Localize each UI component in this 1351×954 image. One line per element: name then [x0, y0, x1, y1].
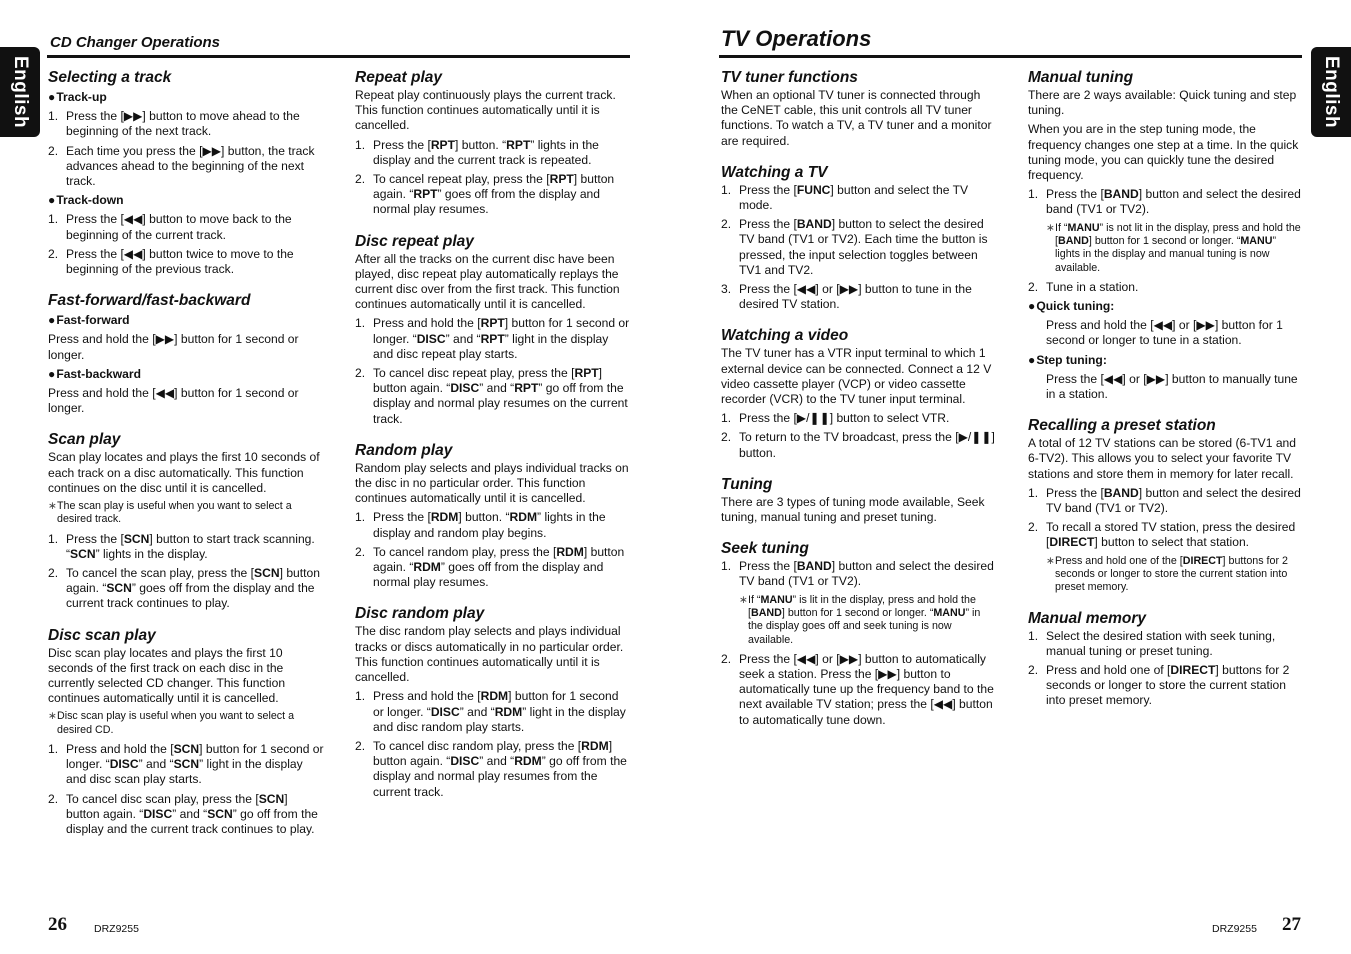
list-text: Press the [BAND] button and select the desired TV band (TV1 or TV2). [1046, 485, 1301, 516]
list-item [48, 109, 324, 139]
list-text: To recall a stored TV station, press the desired [DIRECT] button to select that station. [1046, 520, 1296, 550]
list-text: Press and hold the [RPT] button for 1 second or longer. “DISC” and “RPT” light in the display and disc repeat play starts. [373, 316, 630, 361]
section [48, 430, 324, 611]
list-item [355, 366, 631, 427]
list-item [355, 172, 631, 218]
section-title: Fast-forward/fast-backward [48, 292, 251, 310]
list-item [355, 739, 631, 800]
paragraph: Press the [◀◀] or [▶▶] button to manually tune in a station. [1046, 371, 1298, 402]
section [721, 68, 997, 149]
list-item [721, 217, 997, 278]
language-tab-label: English [10, 55, 31, 129]
section-title: Disc scan play [48, 626, 156, 644]
list-item [48, 792, 324, 838]
paragraph: Repeat play continuously plays the current track. This function continues automatically until it is cancelled. [355, 88, 616, 133]
section [721, 475, 997, 525]
list-text: To cancel repeat play, press the [RPT] button again. “RPT” goes off from the display and normal play resumes. [373, 172, 615, 217]
section-title: Disc random play [355, 605, 485, 623]
list-text: Press the [▶/❚❚] button to select VTR. [739, 411, 950, 426]
list-number: 2. [48, 791, 59, 806]
list-text: Press the [BAND] button to select the desired TV band (TV1 or TV2). Each time the button is pressed, the input selection toggles between TV1 and TV2. [739, 217, 988, 277]
section-title: Disc repeat play [355, 232, 474, 250]
list-text: Press and hold the [RDM] button for 1 second or longer. “DISC” and “RDM” light in the display and disc random play starts. [373, 689, 626, 734]
note-text: The scan play is useful when you want to select a desired track. [57, 500, 292, 526]
note-marker: ∗ [1046, 554, 1055, 567]
note-marker: ∗ [48, 500, 57, 513]
list-text: Press the [BAND] button and select the desired TV band (TV1 or TV2). [739, 559, 994, 589]
right-column-1 [721, 68, 997, 742]
list-number: 2. [48, 566, 59, 581]
left-column-1 [48, 68, 324, 851]
page-header-left: CD Changer Operations [50, 34, 221, 51]
note-text: Disc scan play is useful when you want to select a desired CD. [57, 710, 295, 736]
list-text: Press the [▶▶] button to move ahead to the beginning of the next track. [66, 109, 300, 139]
language-tab-label: English [1321, 55, 1342, 129]
list-text: To return to the TV broadcast, press the [▶/❚❚] button. [739, 430, 995, 460]
note [721, 594, 997, 647]
section-title: Recalling a preset station [1028, 417, 1216, 435]
paragraph: The disc random play selects and plays individual tracks or discs automatically in no particular order. This function continues automatically until it is cancelled. [355, 624, 624, 685]
list-item [48, 566, 324, 612]
section [48, 626, 324, 838]
list-number: 1. [721, 411, 732, 426]
list-text: Each time you press the [▶▶] button, the track advances ahead to the beginning of the next track. [66, 143, 315, 189]
list-number: 2. [721, 217, 732, 232]
list-item [1028, 280, 1303, 295]
page-number-left: 26 [48, 914, 67, 935]
list-number: 2. [48, 143, 59, 158]
section-title: Scan play [48, 431, 121, 449]
list-number: 1. [721, 559, 732, 574]
list-item [1028, 520, 1303, 550]
paragraph: After all the tracks on the current disc have been played, disc repeat play automatically replays the current disc over from the first track. This function continues automatically until it is cancelled. [355, 251, 620, 312]
note-text: If “MANU” is lit in the display, press and hold the [BAND] button for 1 second or longer. “MANU” in the display goes off and seek tuning is now available. [748, 593, 981, 646]
note-marker: ∗ [48, 710, 57, 723]
note-text: If “MANU” is not lit in the display, press and hold the [BAND] button for 1 second or longer. “MANU” lights in the display and manual tuning is now available. [1055, 221, 1301, 274]
section-title: Tuning [721, 475, 773, 493]
left-column-2 [355, 68, 631, 814]
right-column-2 [1028, 68, 1303, 723]
note [1028, 555, 1303, 595]
list-text: Press the [RDM] button. “RDM” lights in the display and random play begins. [373, 510, 606, 540]
list-item [721, 430, 997, 460]
list-item [355, 138, 631, 168]
paragraph: The TV tuner has a VTR input terminal to which 1 external device can be connected. Connect a 12 V video cassette player (VCP) or video cassette recorder (VCR) to the TV tuner input terminal. [721, 346, 992, 407]
list-number: 1. [355, 689, 366, 704]
list-text: Press the [◀◀] or [▶▶] button to automatically seek a station. Press the [▶▶] button to automatically tune up the frequency band to the next available TV station; press the [◀◀] button to automatically tune down. [739, 651, 994, 727]
list-number: 2. [355, 738, 366, 753]
paragraph: Press and hold the [▶▶] button for 1 second or longer. [48, 332, 299, 362]
section [721, 163, 997, 313]
list-item [48, 247, 324, 277]
section [48, 291, 324, 416]
list-item [721, 652, 997, 728]
list-item [48, 144, 324, 190]
list-text: Press the [◀◀] button to move back to the beginning of the current track. [66, 212, 292, 242]
list-number: 2. [355, 366, 366, 381]
section-title: Watching a video [721, 327, 849, 345]
list-item [1028, 486, 1303, 516]
paragraph: Disc scan play locates and plays the first 10 seconds of the first track on each disc in the currently selected CD changer. This function continues automatically until it is cancelled. [48, 645, 286, 706]
section [355, 441, 631, 591]
list-item [48, 742, 324, 788]
section-title: TV tuner functions [721, 69, 858, 86]
model-code-right: DRZ9255 [1212, 923, 1257, 935]
list-number: 1. [1028, 485, 1039, 500]
list-text: Press and hold one of [DIRECT] buttons for 2 seconds or longer to store the current station into preset memory. [1046, 662, 1290, 708]
list-item [355, 689, 631, 735]
list-item [355, 316, 631, 362]
list-text: To cancel disc repeat play, press the [RPT] button again. “DISC” and “RPT” go off from the display and normal play resumes on the current track. [373, 366, 628, 426]
list-number: 2. [1028, 279, 1039, 294]
list-item [48, 212, 324, 242]
list-number: 2. [1028, 662, 1039, 677]
list-text: To cancel disc scan play, press the [SCN] button again. “DISC” and “SCN” go off from the display and the current track continues to play. [66, 791, 318, 837]
list-item [1028, 629, 1303, 659]
language-tab-right [1311, 47, 1351, 137]
header-rule [719, 55, 1302, 58]
model-code-left: DRZ9255 [94, 923, 139, 935]
list-item [355, 545, 631, 591]
list-number: 1. [721, 182, 732, 197]
list-text: To cancel the scan play, press the [SCN] button again. “SCN” goes off from the display and the current track continues to play. [66, 566, 320, 611]
section-title: Watching a TV [721, 163, 828, 181]
section-title: Manual memory [1028, 609, 1147, 627]
page-header-right: TV Operations [721, 26, 872, 51]
subheading: ● Quick tuning: [1028, 299, 1303, 314]
list-text: Press and hold the [SCN] button for 1 second or longer. “DISC” and “SCN” light in the display and disc scan play starts. [66, 742, 324, 787]
list-number: 1. [1028, 628, 1039, 643]
list-text: Press the [FUNC] button and select the TV mode. [739, 182, 969, 213]
section [355, 68, 631, 218]
paragraph: There are 3 types of tuning mode available, Seek tuning, manual tuning and preset tuning. [721, 494, 985, 525]
list-text: To cancel random play, press the [RDM] button again. “RDM” goes off from the display and normal play resumes. [373, 544, 625, 590]
list-text: To cancel disc random play, press the [RDM] button again. “DISC” and “RDM” go off from the display and normal play resumes from the current track. [373, 738, 627, 799]
subheading: ● Track-down [48, 193, 324, 208]
paragraph: Scan play locates and plays the first 10 seconds of each track on a disc automatically. This function continues on the disc until it is cancelled. [48, 450, 320, 495]
list-text: Tune in a station. [1046, 279, 1139, 294]
paragraph: There are 2 ways available: Quick tuning and step tuning. [1028, 88, 1297, 118]
list-number: 2. [721, 651, 732, 666]
list-item [48, 532, 324, 562]
section [721, 326, 997, 460]
section [48, 68, 324, 277]
paragraph: When an optional TV tuner is connected through the CeNET cable, this unit controls all TV tuner functions. To watch a TV, a TV tuner and a monitor are required. [721, 88, 992, 148]
list-text: Select the desired station with seek tuning, manual tuning or preset tuning. [1046, 628, 1276, 658]
list-number: 1. [48, 742, 59, 757]
list-number: 1. [48, 109, 59, 124]
list-number: 2. [48, 246, 59, 261]
list-number: 2. [355, 172, 366, 187]
paragraph: A total of 12 TV stations can be stored (6-TV1 and 6-TV2). This allows you to select your favorite TV stations and store them in memory for later recall. [1028, 436, 1297, 481]
list-number: 3. [721, 282, 732, 297]
section-title: Manual tuning [1028, 69, 1134, 86]
paragraph: Press and hold the [◀◀] or [▶▶] button for 1 second or longer to tune in a station. [1046, 318, 1283, 348]
subheading: ● Fast-backward [48, 367, 324, 382]
paragraph: Random play selects and plays individual tracks on the disc in no particular order. This function continues automatically until it is cancelled. [355, 460, 629, 506]
note [48, 710, 324, 737]
list-text: Press the [◀◀] button twice to move to the beginning of the previous track. [66, 246, 294, 277]
list-number: 2. [1028, 520, 1039, 535]
list-number: 2. [355, 544, 366, 559]
list-text: Press the [RPT] button. “RPT” lights in the display and the current track is repeated. [373, 137, 599, 167]
note-text: Press and hold one of the [DIRECT] buttons for 2 seconds or longer to store the current station into preset memory. [1055, 554, 1288, 594]
subheading: ● Fast-forward [48, 313, 324, 328]
note [1028, 222, 1303, 275]
header-rule [47, 55, 630, 58]
list-item [721, 559, 997, 589]
section [1028, 416, 1303, 594]
list-text: Press the [SCN] button to start track scanning. “SCN” lights in the display. [66, 531, 315, 561]
list-item [721, 282, 997, 312]
list-number: 1. [48, 531, 59, 546]
section-title: Repeat play [355, 69, 443, 86]
page-number-right: 27 [1282, 914, 1301, 935]
list-number: 2. [721, 430, 732, 445]
section [721, 539, 997, 728]
language-tab-left [0, 47, 40, 137]
list-number: 1. [355, 316, 366, 331]
list-text: Press the [BAND] button and select the desired band (TV1 or TV2). [1046, 187, 1301, 217]
section-title: Seek tuning [721, 540, 809, 558]
section-title: Selecting a track [48, 69, 172, 86]
list-number: 1. [355, 510, 366, 525]
list-item [355, 510, 631, 540]
subheading: ● Step tuning: [1028, 353, 1303, 368]
list-number: 1. [48, 212, 59, 227]
list-item [1028, 663, 1303, 709]
note-marker: ∗ [1046, 221, 1055, 234]
subheading: ● Track-up [48, 90, 324, 105]
list-item [721, 183, 997, 213]
section [1028, 68, 1303, 402]
paragraph: When you are in the step tuning mode, the frequency changes one step at a time. In the quick tuning mode, you can quickly tune the desired frequency. [1028, 122, 1299, 183]
note [48, 500, 324, 527]
list-text: Press the [◀◀] or [▶▶] button to tune in the desired TV station. [739, 282, 972, 312]
section-title: Random play [355, 441, 453, 459]
paragraph: Press and hold the [◀◀] button for 1 second or longer. [48, 386, 299, 416]
section [355, 604, 631, 799]
list-item [721, 411, 997, 426]
section [1028, 609, 1303, 709]
list-item [1028, 187, 1303, 217]
list-number: 1. [1028, 187, 1039, 202]
list-number: 1. [355, 137, 366, 152]
note-marker: ∗ [739, 593, 748, 606]
section [355, 232, 631, 427]
